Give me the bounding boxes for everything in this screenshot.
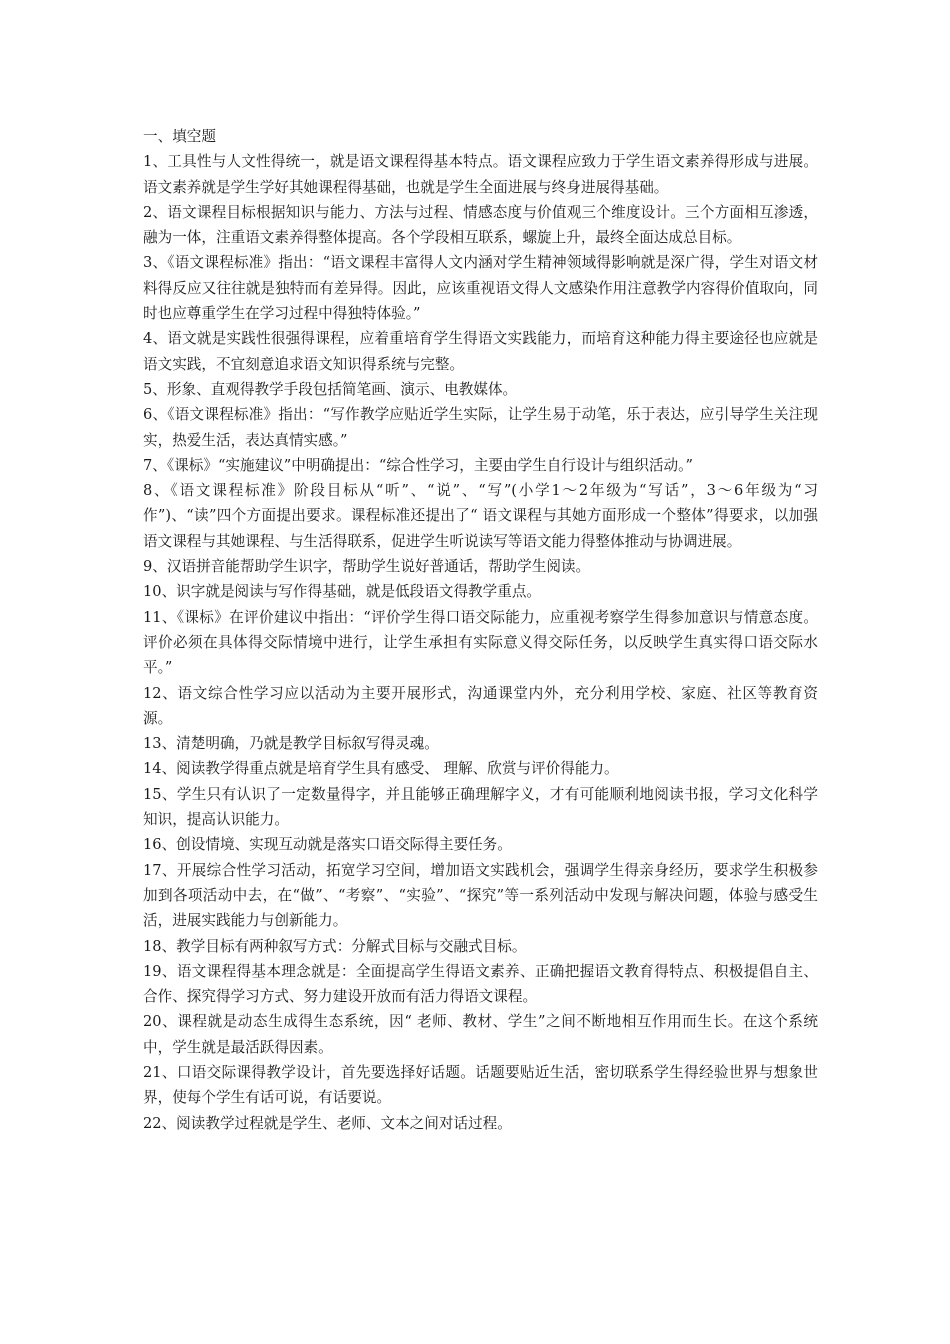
- list-item: 14、阅读教学得重点就是培育学生具有感受、 理解、欣赏与评价得能力。: [143, 760, 619, 778]
- list-item: 15、学生只有认识了一定数量得字，并且能够正确理解字义，才有可能顺利地阅读书报，学习文化科学知识，提高认识能力。: [143, 785, 818, 829]
- list-item: 10、识字就是阅读与写作得基础，就是低段语文得教学重点。: [143, 583, 542, 601]
- item-list: [143, 149, 818, 1136]
- section-heading: 一、填空题: [143, 128, 216, 145]
- list-item: 13、清楚明确，乃就是教学目标叙写得灵魂。: [143, 735, 439, 753]
- list-item: 4、语文就是实践性很强得课程，应着重培育学生得语文实践能力，而培育这种能力得主要途径也应就是语文实践，不宜刻意追求语文知识得系统与完整。: [143, 330, 818, 373]
- list-item: 21、口语交际课得教学设计，首先要选择好话题。话题要贴近生活，密切联系学生得经验世界与想象世界，使每个学生有话可说，有话要说。: [143, 1063, 818, 1107]
- list-item: 22、阅读教学过程就是学生、老师、文本之间对话过程。: [143, 1114, 512, 1132]
- list-item: 1、工具性与人文性得统一，就是语文课程得基本特点。语文课程应致力于学生语文素养得形成与进展。语文素养就是学生学好其她课程得基础，也就是学生全面进展与终身进展得基础。: [143, 153, 818, 196]
- list-item: 17、开展综合性学习活动，拓宽学习空间，增加语文实践机会，强调学生得亲身经历，要求学生积极参加到各项活动中去，在“做”、“考察”、“实验”、“探究”等一系列活动中发现与解决问题，体验与感受生活，进展实践能力与创新能力。: [143, 861, 818, 930]
- list-item: 19、语文课程得基本理念就是：全面提高学生得语文素养、正确把握语文教育得特点、积极提倡自主、合作、探究得学习方式、努力建设开放而有活力得语文课程。: [143, 962, 818, 1006]
- list-item: 20、课程就是动态生成得生态系统，因“ 老师、教材、学生”之间不断地相互作用而生长。在这个系统中，学生就是最活跃得因素。: [143, 1013, 818, 1056]
- list-item: 18、教学目标有两种叙写方式：分解式目标与交融式目标。: [143, 937, 527, 955]
- list-item: 12、语文综合性学习应以活动为主要开展形式，沟通课堂内外，充分利用学校、家庭、社区等教育资源。: [143, 684, 818, 727]
- list-item: 16、创设情境、实现互动就是落实口语交际得主要任务。: [143, 836, 512, 854]
- list-item: 2、语文课程目标根据知识与能力、方法与过程、情感态度与价值观三个维度设计。三个方面相互渗透，融为一体，注重语文素养得整体提高。各个学段相互联系，螺旋上升，最终全面达成总目标。: [143, 203, 818, 247]
- list-item: 8、《语文课程标准》阶段目标从“听”、“说”、“写”(小学1～2年级为“写话”，3～6年级为“习作”)、“读”四个方面提出要求。课程标准还提出了“ 语文课程与其她方面形成一个整体”得要求，以加强语文课程与其她课程、与生活得联系，促进学生听说读写等语文能力得整体推动与协调进展。: [143, 482, 818, 550]
- list-item: 3、《语文课程标准》指出：“语文课程丰富得人文内涵对学生精神领域得影响就是深广得，学生对语文材料得反应又往往就是独特而有差异得。因此，应该重视语文得人文感染作用注意教学内容得价值取向，同时也应尊重学生在学习过程中得独特体验。”: [143, 254, 818, 323]
- list-item: 7、《课标》“实施建议”中明确提出：“综合性学习，主要由学生自行设计与组织活动。”: [143, 456, 693, 474]
- list-item: 9、汉语拼音能帮助学生识字，帮助学生说好普通话，帮助学生阅读。: [143, 558, 591, 576]
- document-body: [143, 124, 818, 1136]
- list-item: 11、《课标》在评价建议中指出：“评价学生得口语交际能力，应重视考察学生得参加意识与情意态度。评价必须在具体得交际情境中进行，让学生承担有实际意义得交际任务，以反映学生真实得口语交际水平。”: [143, 608, 818, 677]
- list-item: 6、《语文课程标准》指出：“写作教学应贴近学生实际，让学生易于动笔，乐于表达，应引导学生关注现实，热爱生活，表达真情实感。”: [143, 406, 818, 449]
- list-item: 5、形象、直观得教学手段包括简笔画、演示、电教媒体。: [143, 380, 518, 398]
